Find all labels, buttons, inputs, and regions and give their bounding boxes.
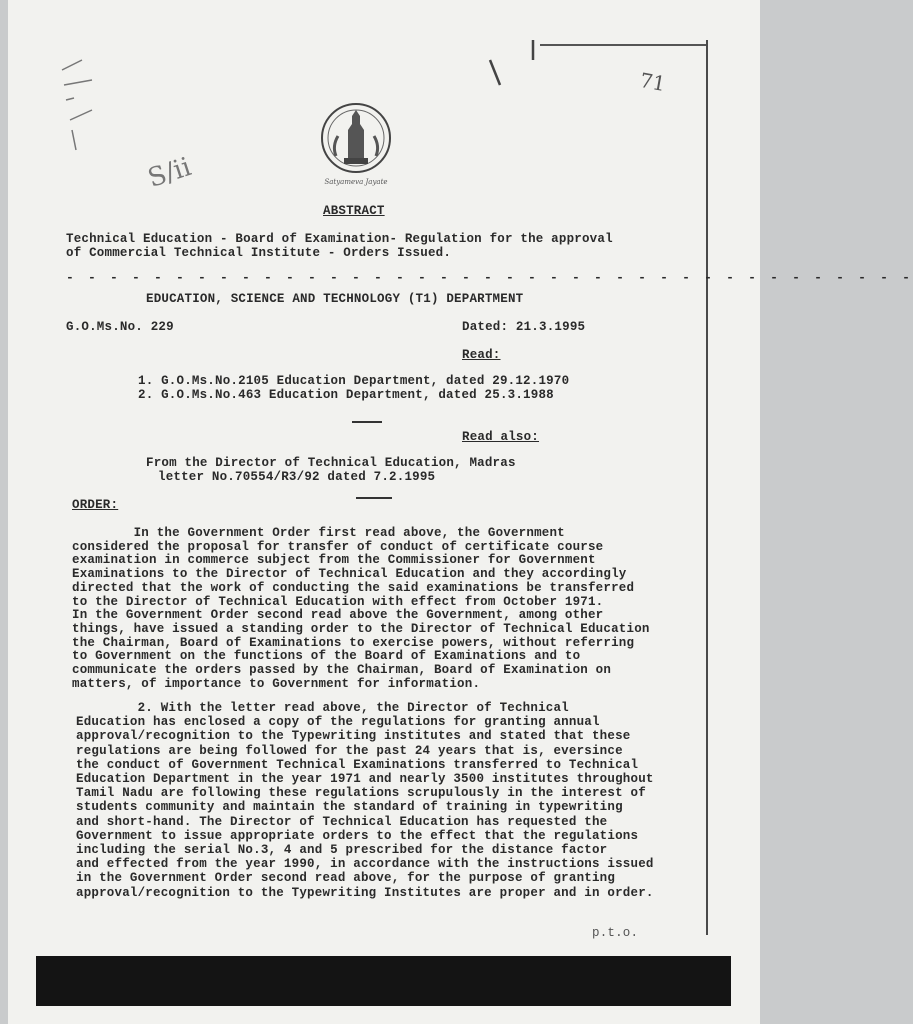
para2-line: 2. With the letter read above, the Director of Technical bbox=[76, 701, 569, 715]
para2-line: approval/recognition to the Typewriting Institutes are proper and in order. bbox=[76, 885, 654, 900]
state-emblem-icon bbox=[318, 100, 394, 188]
border-line-top bbox=[540, 44, 708, 46]
para1-line: Examinations to the Director of Technical Education and they accordingly bbox=[72, 567, 627, 582]
scan-black-band bbox=[36, 956, 731, 1006]
page-number-annotation: 71 bbox=[638, 67, 668, 97]
para2-line: approval/recognition to the Typewriting institutes and stated that these bbox=[76, 729, 631, 744]
margin-scribble bbox=[52, 40, 132, 140]
read-also-line-2: letter No.70554/R3/92 dated 7.2.1995 bbox=[158, 470, 436, 484]
para1-line: to the Director of Technical Education with effect from October 1971. bbox=[72, 594, 604, 609]
para2-line: and effected from the year 1990, in accordance with the instructions issued bbox=[76, 857, 654, 872]
pto-note: p.t.o. bbox=[592, 926, 639, 940]
read-also-heading: Read also: bbox=[462, 430, 540, 444]
para1-line: to Government on the functions of the Board of Examinations and to bbox=[72, 649, 581, 664]
department-heading: EDUCATION, SCIENCE AND TECHNOLOGY (T1) DEPARTMENT bbox=[146, 292, 524, 306]
read-item-1: 1. G.O.Ms.No.2105 Education Department, dated 29.12.1970 bbox=[138, 374, 570, 388]
para2-line: Education has enclosed a copy of the regulations for granting annual bbox=[76, 715, 600, 730]
para1-line: In the Government Order first read above, the Government bbox=[72, 526, 565, 540]
para2-line: students community and maintain the standard of training in typewriting bbox=[76, 800, 623, 815]
margin-tick-marks bbox=[485, 40, 545, 100]
para1-line: the Chairman, Board of Examinations to exercise powers, without referring bbox=[72, 635, 635, 650]
para1-line: examination in commerce subject from the Commissioner for Government bbox=[72, 553, 596, 568]
para1-line: communicate the orders passed by the Chairman, Board of Examination on bbox=[72, 663, 612, 678]
subject-line-1: Technical Education - Board of Examination- Regulation for the approval bbox=[66, 232, 613, 246]
read-also-line-1: From the Director of Technical Education, Madras bbox=[146, 456, 516, 470]
emblem-caption: Satyameva Jayate bbox=[324, 178, 388, 186]
para2-line: including the serial No.3, 4 and 5 prescribed for the distance factor bbox=[76, 843, 608, 858]
read-heading: Read: bbox=[462, 348, 501, 362]
handwritten-initial: S/ii bbox=[144, 152, 195, 194]
subject-line-2: of Commercial Technical Institute - Orders Issued. bbox=[66, 246, 452, 260]
para1-line: directed that the work of conducting the said examinations be transferred bbox=[72, 580, 635, 595]
go-number: G.O.Ms.No. 229 bbox=[66, 320, 174, 334]
para2-line: the conduct of Government Technical Examinations transferred to Technical bbox=[76, 757, 639, 772]
para1-line: considered the proposal for transfer of conduct of certificate course bbox=[72, 539, 604, 554]
para1-line: matters, of importance to Government for information. bbox=[72, 676, 481, 691]
para2-line: Tamil Nadu are following these regulations scrupulously in the interest of bbox=[76, 786, 646, 801]
short-rule-1 bbox=[352, 421, 382, 423]
para2-line: in the Government Order second read above, for the purpose of granting bbox=[76, 871, 616, 886]
order-heading: ORDER: bbox=[72, 498, 119, 512]
order-paragraph-1 bbox=[72, 527, 650, 691]
short-rule-2 bbox=[356, 497, 392, 499]
para1-line: things, have issued a standing order to the Director of Technical Education bbox=[72, 621, 650, 636]
dashed-separator: - - - - - - - - - - - - - - - - - - - - - - - - - - - - - - - - - - - - - - - bbox=[66, 270, 913, 285]
read-item-2: 2. G.O.Ms.No.463 Education Department, dated 25.3.1988 bbox=[138, 388, 554, 402]
para2-line: Education Department in the year 1971 and nearly 3500 institutes throughout bbox=[76, 772, 654, 787]
order-date: Dated: 21.3.1995 bbox=[462, 320, 586, 334]
order-paragraph-2 bbox=[76, 701, 654, 900]
para2-line: and short-hand. The Director of Technical Education has requested the bbox=[76, 814, 608, 829]
para1-line: In the Government Order second read above the Government, among other bbox=[72, 608, 604, 623]
border-line-right bbox=[706, 40, 708, 935]
abstract-heading: ABSTRACT bbox=[323, 204, 385, 218]
para2-line: regulations are being followed for the past 24 years that is, eversince bbox=[76, 743, 623, 758]
para2-line: Government to issue appropriate orders to the effect that the regulations bbox=[76, 828, 639, 843]
